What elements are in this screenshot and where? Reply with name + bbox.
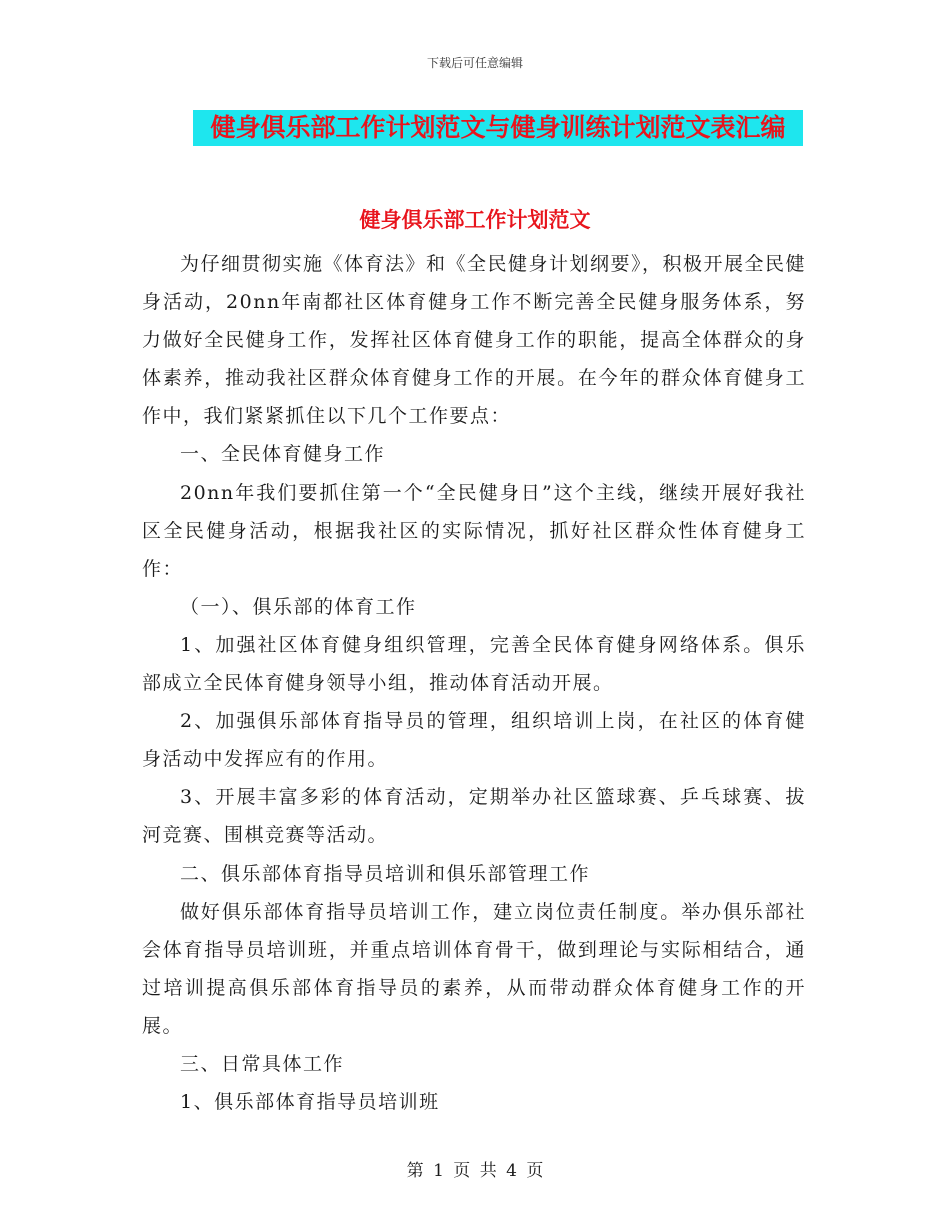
document-main-title: 健身俱乐部工作计划范文与健身训练计划范文表汇编	[193, 110, 803, 146]
section-title: 健身俱乐部工作计划范文	[359, 208, 591, 232]
heading-3: 三、日常具体工作	[180, 1052, 345, 1075]
paragraph-2: 做好俱乐部体育指导员培训工作，建立岗位责任制度。举办俱乐部社会体育指导员培训班，并重点培训体育骨干，做到理论与实际相结合，通过培训提高俱乐部体育指导员的素养，从而带动群众体育健身工作的开展。	[142, 900, 806, 1037]
list-item-4: 1、俱乐部体育指导员培训班	[180, 1091, 440, 1114]
heading-2: 二、俱乐部体育指导员培训和俱乐部管理工作	[180, 862, 591, 885]
list-item-3: 3、开展丰富多彩的体育活动，定期举办社区篮球赛、乒乓球赛、拔河竞赛、围棋竞赛等活动。	[142, 786, 806, 847]
list-item-1: 1、加强社区体育健身组织管理，完善全民体育健身网络体系。俱乐部成立全民体育健身领导小组，推动体育活动开展。	[142, 633, 806, 695]
header-note: 下载后可任意编辑	[426, 56, 523, 70]
subheading-1: （一）、俱乐部的体育工作	[180, 595, 417, 618]
list-item-2: 2、加强俱乐部体育指导员的管理，组织培训上岗，在社区的体育健身活动中发挥应有的作用。	[142, 710, 806, 771]
paragraph-1: 20nn年我们要抓住第一个“全民健身日”这个主线，继续开展好我社区全民健身活动，根据我社区的实际情况，抓好社区群众性体育健身工作：	[142, 481, 806, 580]
paragraph-intro: 为仔细贯彻实施《体育法》和《全民健身计划纲要》，积极开展全民健身活动，20nn年南都社区体育健身工作不断完善全民健身服务体系，努力做好全民健身工作，发挥社区体育健身工作的职能，提高全体群众的身体素养，推动我社区群众体育健身工作的开展。在今年的群众体育健身工作中，我们紧紧抓住以下几个工作要点：	[142, 253, 807, 428]
heading-1: 一、全民体育健身工作	[180, 443, 386, 466]
document-body	[142, 245, 806, 1121]
page-footer: 第 1 页 共 4 页	[406, 1161, 544, 1181]
